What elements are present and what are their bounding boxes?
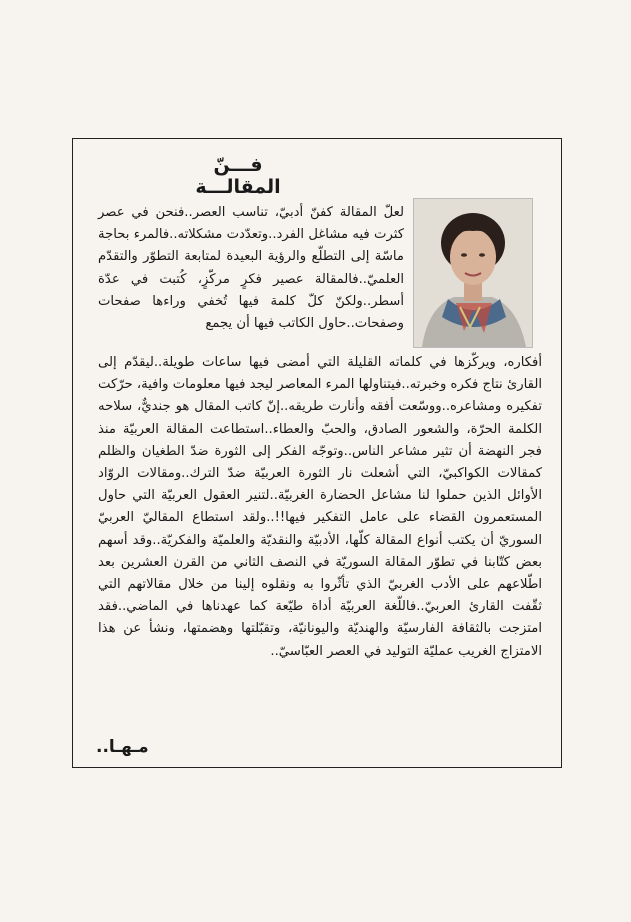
article-title: فـــنّ المقالـــة — [195, 154, 281, 198]
article-intro-text: لعلّ المقالة كفنّ أدبيّ، تناسب العصر..فنحن في عصر كثرت فيه مشاغل الفرد..وتعدّدت مشكلاته..فالمرء بحاجة ماسّة إلى التطلّع والرؤية البعيدة لمتابعة التطوّر والتقدّم العلميّ..فالمقالة عصير فكرٍ مركّزٍ، كُتبت في عدّة أسطر..ولكنّ كلّ كلمة فيها تُخفي وراءها صفحات وصفحات..حاول الكاتب فيها أن يجمع — [98, 205, 404, 332]
author-portrait-icon — [414, 199, 532, 347]
article-body-text: أفكاره، ويركّزها في كلماته القليلة التي أمضى فيها ساعات طويلة..ليقدّم إلى القارئ نتاج فكره وخبرته..فيتناولها المرء المعاصر ليجد فيها معلومات وافية، حرّكت تفكيره ومشاعره..ووسّعت أفقه وأنارت طريقه..إنّ كاتب المقال هو جنديٌّ، سلاحه الكلمة الحرّة، والشعور الصادق، والحبّ والعطاء..استطاعت المقالة العربيّة منذ فجر النهضة أن تثير مشاعر الناس..وتوجّه الفكر إلى الثورة ضدّ الطغيان والظلم كمقالات الكواكبيّ، التي أشعلت نار الثورة العربيّة ضدّ الترك..ومقالات الروّاد الأوائل الذين حملوا لنا مشاعل الحضارة الغربيّة..لتنير العقول العربيّة التي حاول المستعمرون القضاء على عامل التفكير فيها!!..ولقد استطاع المقاليّ العربيّ السوريّ أن يكتب أنواع المقالة كلّها، الأدبيّة والنقديّة والعلميّة والفكريّة..وقد أسهم بعض كتّابنا في تطوّر المقالة السوريّة في النصف الثاني من القرن العشرين بعد اطّلاعهم على الأدب الغربيّ الذي تأثّروا به ونقلوه إلينا من خلال مقالاتهم التي ثقّفت القارئ العربيّ..فاللّغة العربيّة أداة طيّعة كما عهدناها في الماضي..فقد امتزجت بالثقافة الفارسيّة والهنديّة واليونانيّة، وتقبّلتها وهضمتها، ونشأ عن هذا الامتزاج الغريب عمليّة التوليد في العصر العبّاسيّ.. — [98, 355, 542, 659]
author-photo — [413, 198, 533, 348]
author-signature: مـهـا.. — [96, 737, 149, 757]
